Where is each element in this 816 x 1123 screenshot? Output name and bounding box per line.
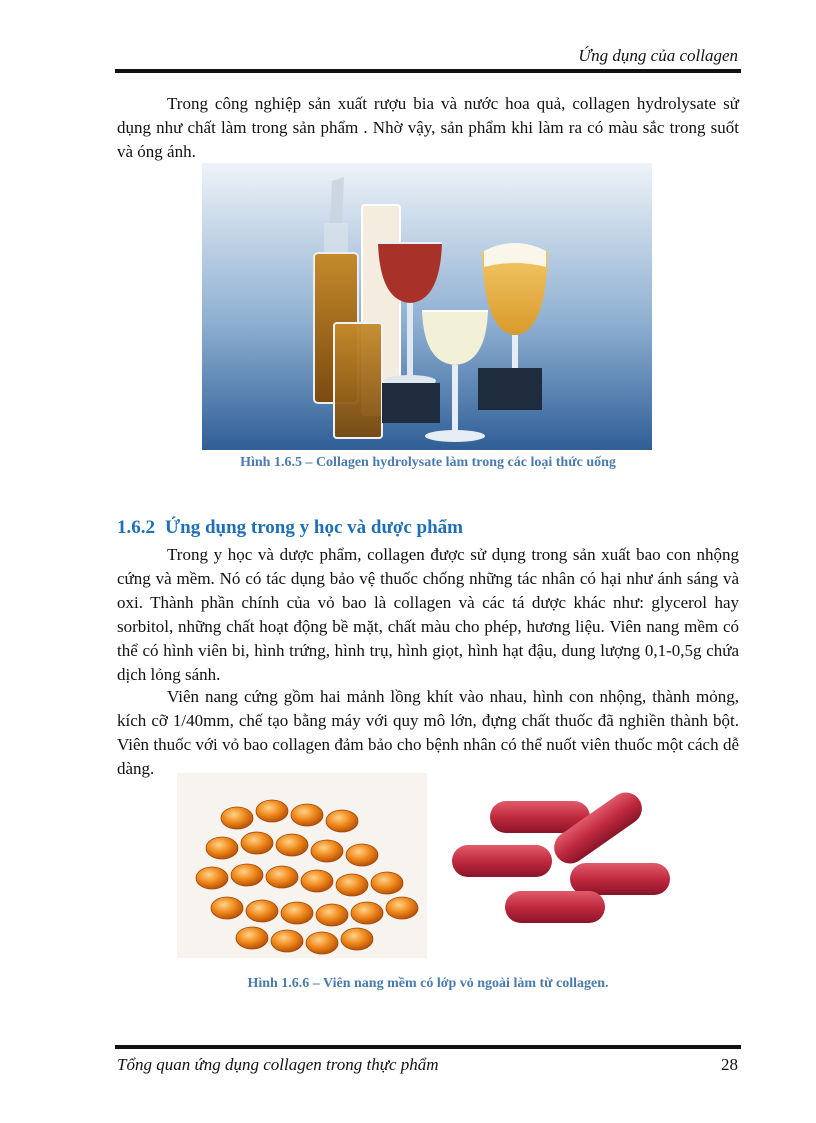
paragraph-2: Viên nang cứng gồm hai mảnh lồng khít vào nhau, hình con nhộng, thành mỏng, kích cỡ 1/40mm, chế tạo bằng máy với quy mô lớn, đựng chất thuốc đã nghiền thành bột. Viên thuốc với vỏ bao collagen đảm bảo cho bệnh nhân có thể nuốt viên thuốc một cách dễ dàng.: [117, 687, 739, 778]
running-footer: Tổng quan ứng dụng collagen trong thực phẩm: [117, 1055, 439, 1074]
beverage-glasses-photo: [202, 163, 652, 450]
paragraph-1: Trong y học và dược phẩm, collagen được sử dụng trong sản xuất bao con nhộng cứng và mềm. Nó có tác dụng bảo vệ thuốc chống những tác nhân có hại như ánh sáng và oxi. Thành phần chính của vỏ bao là collagen và các tá dược khác như: glycerol hay sorbitol, những chất hoạt động bề mặt, chất màu cho phép, hương liệu. Viên nang mềm có thể có hình viên bi, hình trứng, hình trụ, hình giọt, hình hạt đậu, dung lượng 0,1-0,5g chứa dịch lỏng sánh.: [117, 545, 739, 684]
running-header: Ứng dụng của collagen: [578, 46, 738, 65]
footer-rule: [115, 1045, 741, 1049]
header-rule: [115, 69, 741, 73]
section-heading: [117, 517, 463, 539]
intro-paragraph: Trong công nghiệp sản xuất rượu bia và nước hoa quả, collagen hydrolysate sử dụng như chất làm trong sản phẩm . Nhờ vậy, sản phẩm khi làm ra có màu sắc trong suốt và óng ánh.: [117, 94, 739, 161]
red-capsules-photo: [430, 773, 680, 958]
figure-1-caption: Hình 1.6.5 – Collagen hydrolysate làm trong các loại thức uống: [240, 455, 616, 470]
section-number: 1.6.2: [117, 517, 155, 538]
figure-2-caption: Hình 1.6.6 – Viên nang mềm có lớp vỏ ngoài làm từ collagen.: [247, 976, 609, 991]
orange-softgels-photo: [177, 773, 427, 958]
page-number: 28: [721, 1055, 738, 1074]
section-title: Ứng dụng trong y học và dược phẩm: [165, 517, 464, 538]
